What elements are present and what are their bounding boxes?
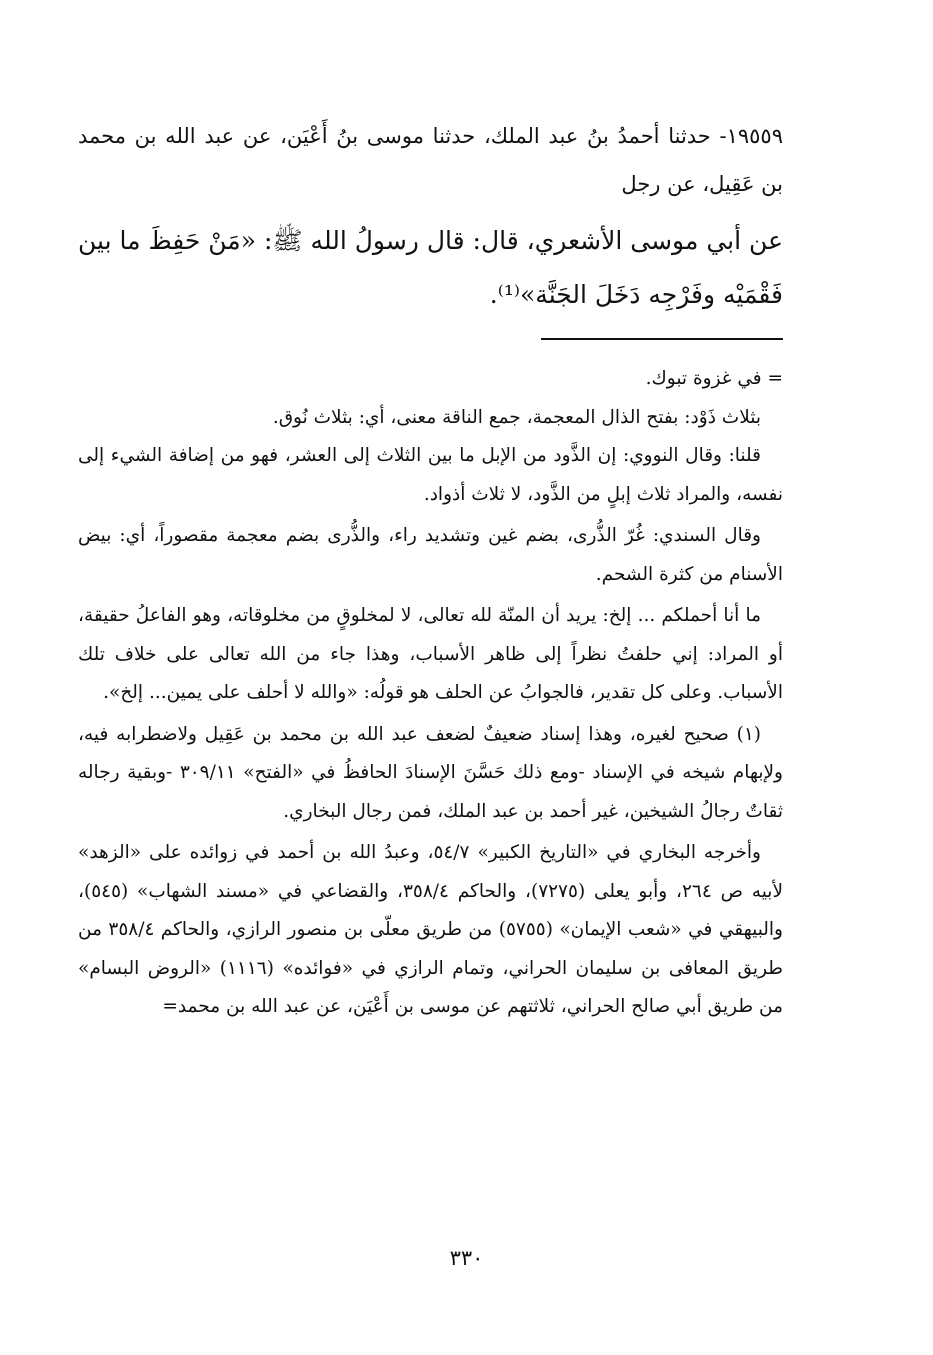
footnotes [78, 360, 783, 1027]
footnote-paragraph: بثلاث ذَوْد: بفتح الذال المعجمة، جمع الناقة معنى، أي: بثلاث نُوق. [272, 406, 761, 428]
page-number: ٣٣٠ [449, 1246, 484, 1270]
page-content [78, 112, 783, 1292]
footnote-paragraph: قلنا: وقال النووي: إن الذَّود من الإبل ما بين الثلاث إلى العشر، فهو من إضافة الشيء إلى نفسه، والمراد ثلاث إبلٍ من الذَّود، لا ثلاث أذواد. [78, 445, 783, 505]
footnote-paragraph: وأخرجه البخاري في «التاريخ الكبير» ٥٤/٧، وعبدُ الله بن أحمد في زوائده على «الزهد» لأبيه ص ٢٦٤، وأبو يعلى (٧٢٧٥)، والحاكم ٣٥٨/٤، والقضاعي في «مسند الشهاب» (٥٤٥)، والبيهقي في «شعب الإيمان» (٥٧٥٥) من طريق معلّى بن منصور الرازي، والحاكم ٣٥٨/٤ من طريق المعافى بن سليمان الحراني، وتمام الرازي في «فوائده» (١١١٦) «الروض البسام» من طريق أبي صالح الحراني، ثلاثتهم عن موسى بن أَعْيَن، عن عبد الله بن محمد= [78, 842, 784, 1017]
hadith-header: ١٩٥٥٩- حدثنا أحمدُ بنُ عبد الملك، حدثنا موسى بنُ أَعْيَن، عن عبد الله بن محمد بن عَقِيل، عن رجل [78, 124, 783, 196]
footnote-continuation: = في غزوة تبوك. [645, 368, 783, 389]
footnote-paragraph: ما أنا أحملكم ... إلخ: يريد أن المنّة لله تعالى، لا لمخلوقٍ من مخلوقاته، وهو الفاعلُ حقيقة، أو المراد: إني حلفتُ نظراً إلى ظاهر الأسباب، وهذا جاء من الله تعالى على خلاف تلك الأسباب. وعلى كل تقدير، فالجوابُ عن الحلف هو قولُه: «والله لا أحلف على يمين... إلخ». [78, 605, 783, 703]
hadith-text: عن أبي موسى الأشعري، قال: قال رسولُ الله ﷺ: «مَنْ حَفِظَ ما بين فَقْمَيْه وفَرْجِه دَخَلَ الجَنَّة»⁽¹⁾. [78, 226, 783, 309]
footnote-paragraph: وقال السندي: غُرّ الذُّرى، بضم غين وتشديد راء، والذُّرى بضم معجمة مقصوراً، أي: بيض الأسنام من كثرة الشحم. [78, 525, 783, 585]
footnote-separator [541, 338, 783, 340]
footnote-1: (١) صحيح لغيره، وهذا إسناد ضعيفٌ لضعف عبد الله بن محمد بن عَقِيل ولاضطرابه فيه، ولإبهام شيخه في الإسناد -ومع ذلك حَسَّنَ الإسنادَ الحافظُ في «الفتح» ٣٠٩/١١ -وبقية رجاله ثقاتٌ رجالُ الشيخين، غير أحمد بن عبد الملك، فمن رجال البخاري. [78, 723, 783, 822]
